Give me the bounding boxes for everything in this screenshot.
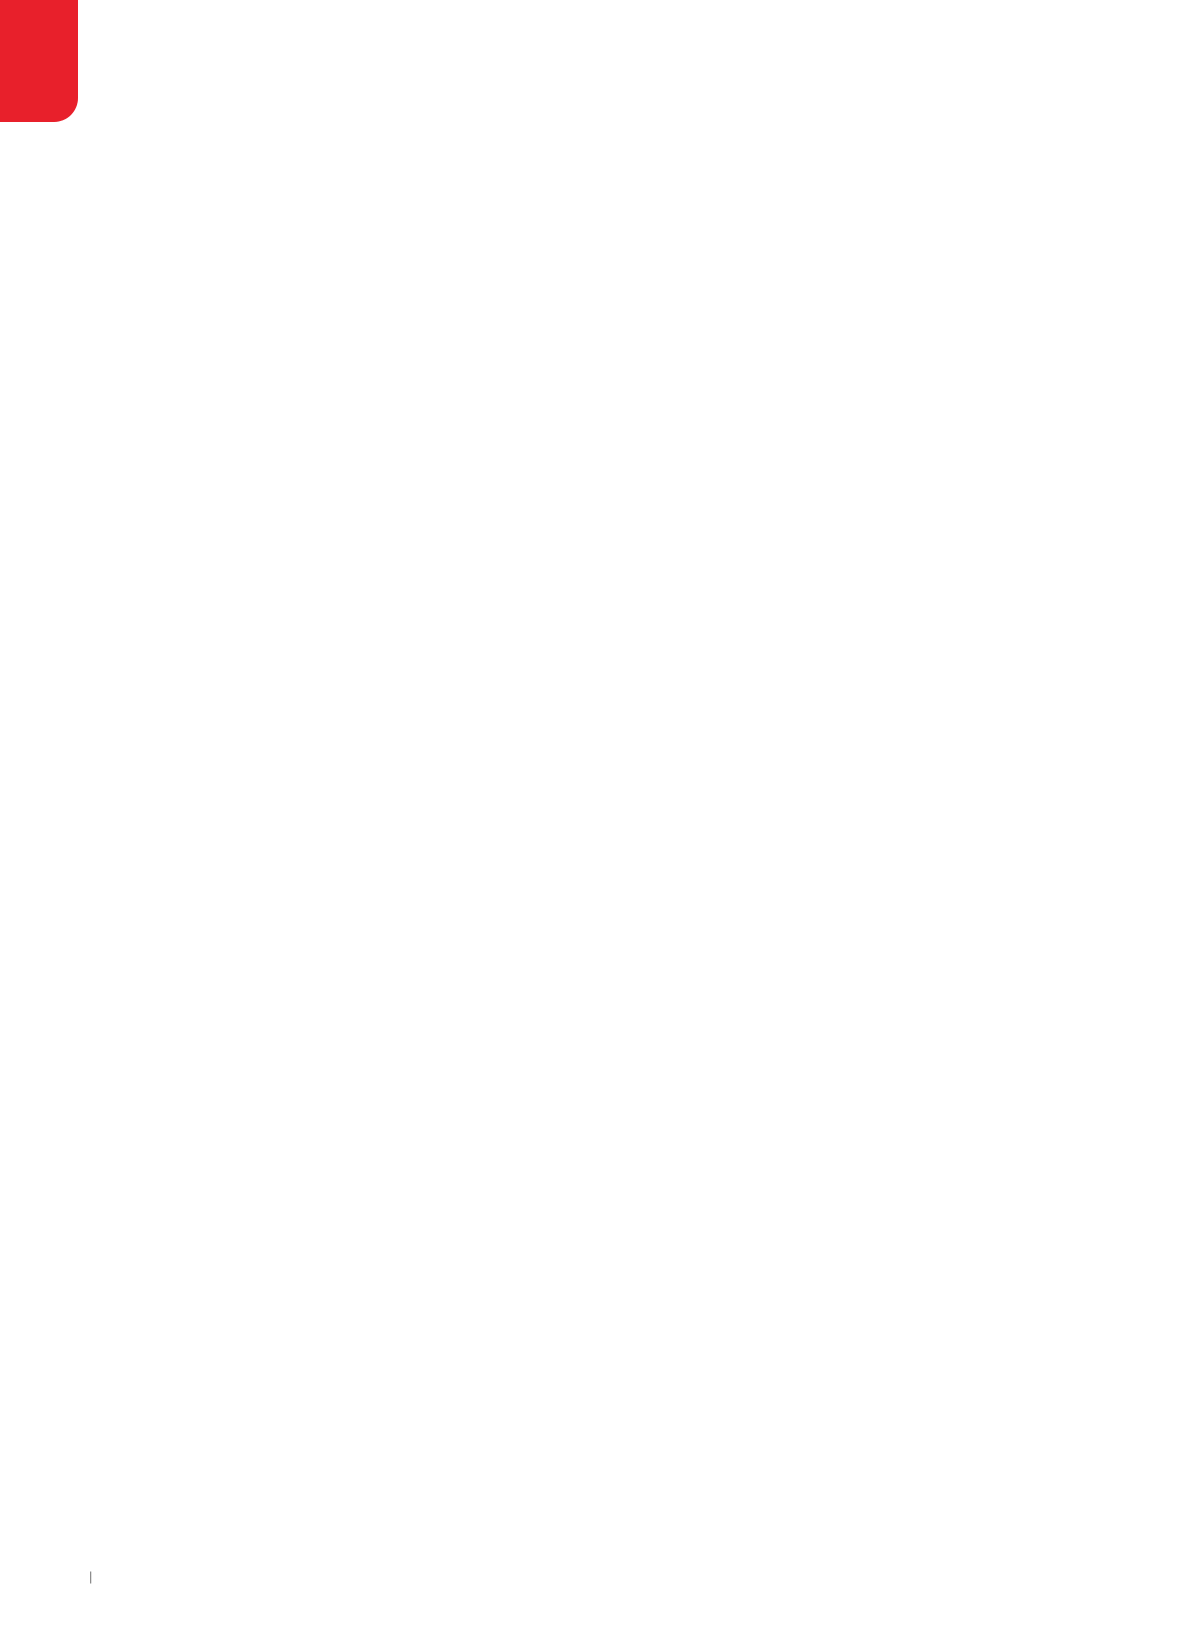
- section-color-tab: [0, 0, 78, 122]
- heatmap-figure: [618, 158, 1092, 598]
- footer-separator: |: [89, 1569, 93, 1584]
- page-footer: [80, 1568, 101, 1584]
